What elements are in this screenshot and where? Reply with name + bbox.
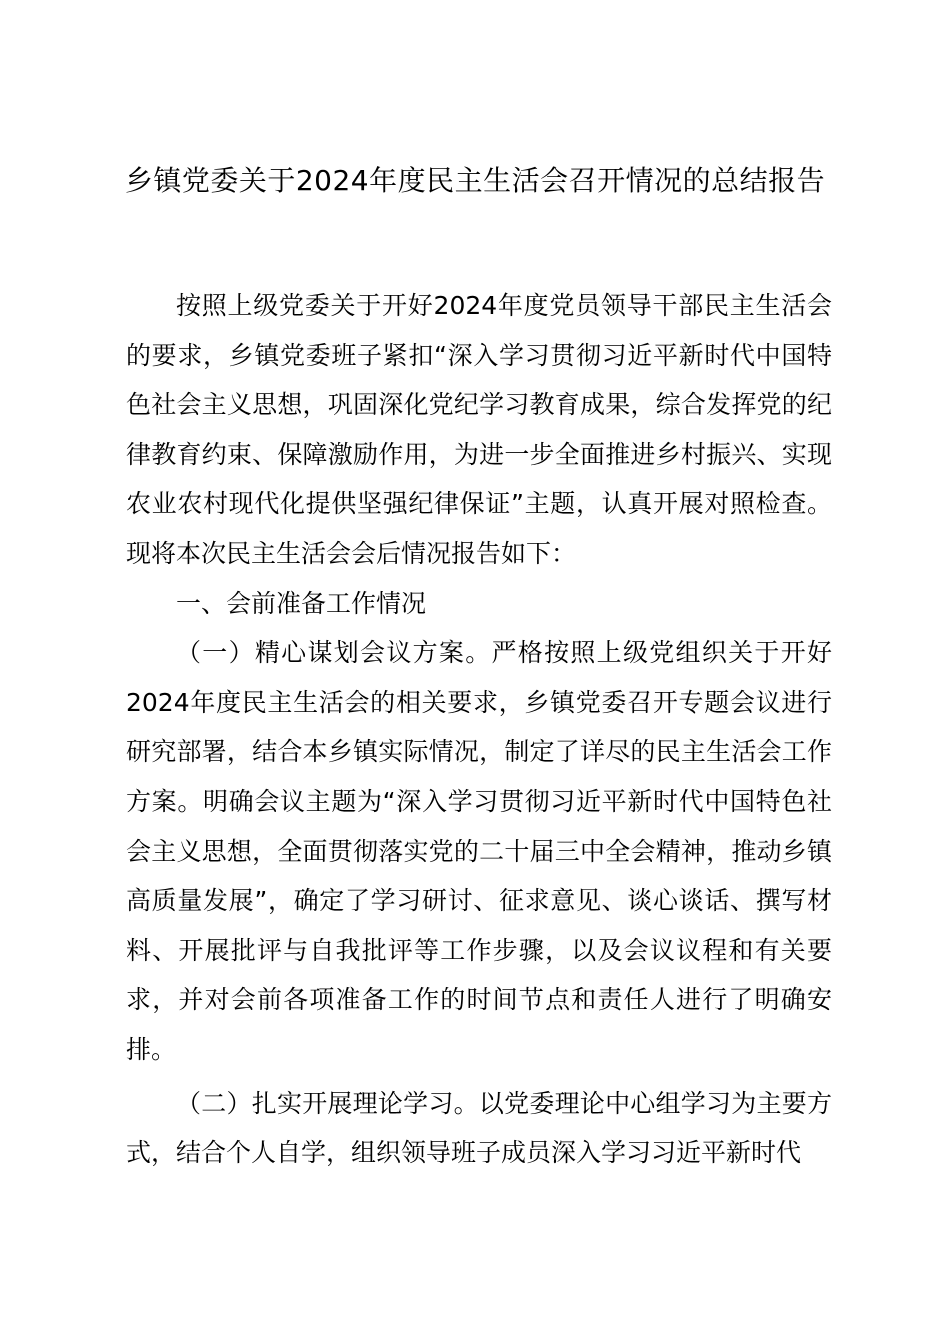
intro-paragraph: 按照上级党委关于开好2024年度党员领导干部民主生活会的要求，乡镇党委班子紧扣“深入学习贯彻习近平新时代中国特色社会主义思想，巩固深化党纪学习教育成果，综合发挥党的纪律教育约束、保障激励作用，为进一步全面推进乡村振兴、实现农业农村现代化提供坚强纪律保证”主题，认真开展对照检查。现将本次民主生活会会后情况报告如下： xyxy=(126,291,832,568)
document-title: 乡镇党委关于2024年度民主生活会召开情况的总结报告 xyxy=(124,164,826,197)
document-body xyxy=(126,281,832,1178)
section-heading-1: 一、会前准备工作情况 xyxy=(176,588,427,618)
subsection-paragraph-2: （二）扎实开展理论学习。以党委理论中心组学习为主要方式，结合个人自学，组织领导班子成员深入学习习近平新时代 xyxy=(126,1088,832,1168)
subsection-paragraph-1: （一）精心谋划会议方案。严格按照上级党组织关于开好2024年度民主生活会的相关要求，乡镇党委召开专题会议进行研究部署，结合本乡镇实际情况，制定了详尽的民主生活会工作方案。明确会议主题为“深入学习贯彻习近平新时代中国特色社会主义思想，全面贯彻落实党的二十届三中全会精神，推动乡镇高质量发展”，确定了学习研讨、征求意见、谈心谈话、撰写材料、开展批评与自我批评等工作步骤，以及会议议程和有关要求，并对会前各项准备工作的时间节点和责任人进行了明确安排。 xyxy=(126,638,832,1064)
